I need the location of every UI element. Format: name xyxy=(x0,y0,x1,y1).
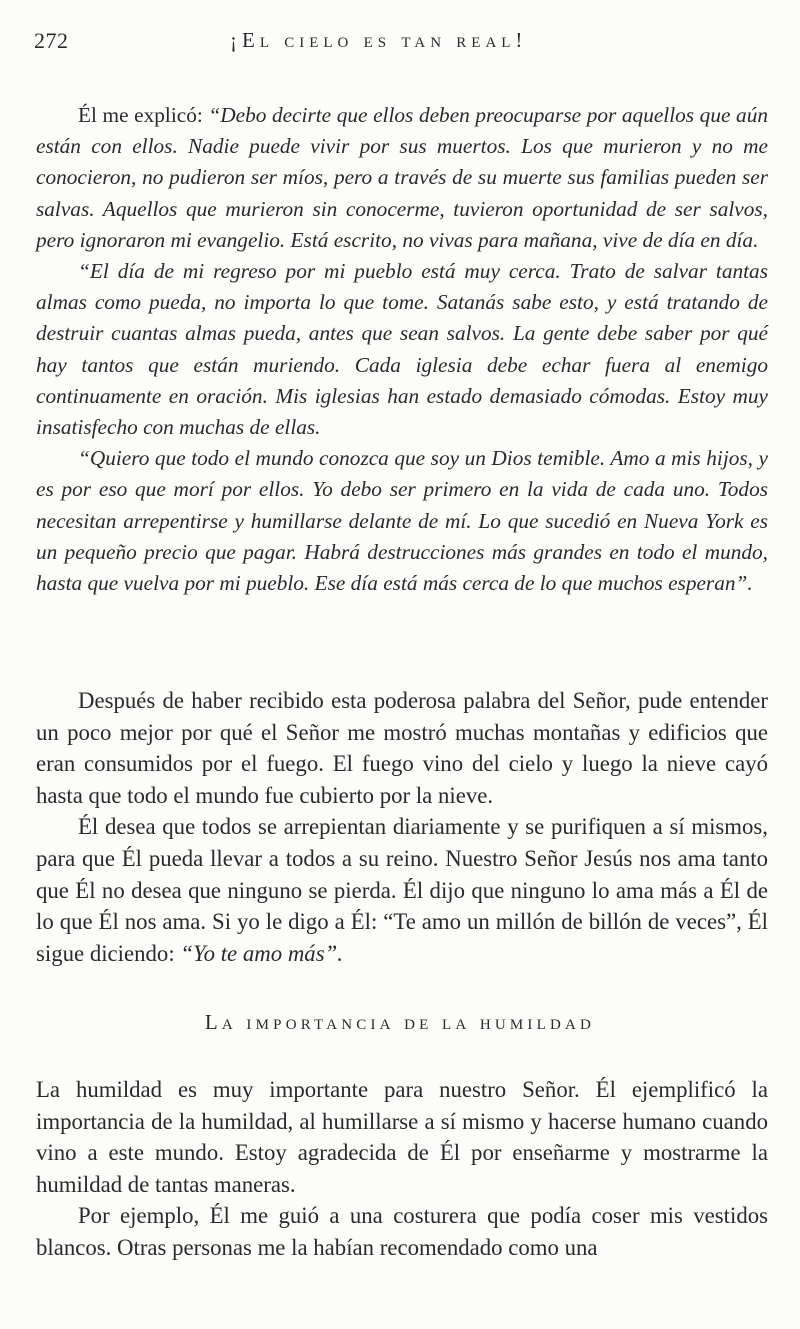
paragraph-text: Él desea que todos se arrepientan diariamente y se purifiquen a sí mismos, para que Él pueda llevar a todos a su reino. Nuestro Señor Jesús nos ama tanto que Él no desea que ninguno se pierda. Él dijo que ninguno lo ama más a Él de lo que Él nos ama. Si yo le digo a Él: “Te amo un millón de billón de veces”, Él sigue diciendo: xyxy=(36,814,768,966)
quoted-passage xyxy=(36,100,768,599)
paragraph: La humildad es muy importante para nuestro Señor. Él ejemplificó la importancia de la humildad, al humillarse a sí mismo y hacerse humano cuando vino a este mundo. Estoy agradecida de Él por enseñarme y mostrarme la humildad de tantas maneras. xyxy=(36,1077,768,1197)
paragraph: “Quiero que todo el mundo conozca que soy un Dios temible. Amo a mis hijos, y es por eso que morí por ellos. Yo debo ser primero en la vida de cada uno. Todos necesitan arrepentirse y humillarse delante de mí. Lo que sucedió en Nueva York es un pequeño precio que pagar. Habrá destrucciones más grandes en todo el mundo, hasta que vuelva por mi pueblo. Ese día está más cerca de lo que muchos esperan”. xyxy=(36,446,768,596)
running-title: ¡El cielo es tan real! xyxy=(230,28,528,52)
paragraph-lead-in: Él me explicó: xyxy=(78,103,209,127)
paragraph xyxy=(36,100,768,256)
page-number: 272 xyxy=(34,28,69,53)
italic-quote: “Yo te amo más”. xyxy=(180,940,343,966)
section-heading: La importancia de la humildad xyxy=(204,1010,596,1034)
quote-text: “Debo decirte que ellos deben preocuparse por aquellos que aún están con ellos. Nadie puede vivir por sus muertos. Los que murieron y no me conocieron, no pudieron ser míos, pero a través de su muerte sus familias pueden ser salvas. Aquellos que murieron sin conocerme, tuvieron oportunidad de ser salvos, pero ignoraron mi evangelio. Está escrito, no vivas para mañana, vive de día en día. xyxy=(36,103,768,252)
paragraph: Por ejemplo, Él me guió a una costurera que podía coser mis vestidos blancos. Otras personas me la habían recomendado como una xyxy=(36,1203,768,1260)
paragraph xyxy=(36,811,768,969)
section-body xyxy=(36,1074,768,1264)
running-head xyxy=(34,28,766,64)
paragraph: “El día de mi regreso por mi pueblo está muy cerca. Trato de salvar tantas almas como pueda, no importa lo que tome. Satanás sabe esto, y está tratando de destruir cuantas almas pueda, antes que sean salvos. La gente debe saber por qué hay tantos que están muriendo. Cada iglesia debe echar fuera al enemigo continuamente en oración. Mis iglesias han estado demasiado cómodas. Estoy muy insatisfecho con muchas de ellas. xyxy=(36,259,768,440)
paragraph: Después de haber recibido esta poderosa palabra del Señor, pude entender un poco mejor por qué el Señor me mostró muchas montañas y edificios que eran consumidos por el fuego. El fuego vino del cielo y luego la nieve cayó hasta que todo el mundo fue cubierto por la nieve. xyxy=(36,688,768,808)
body-text xyxy=(36,685,768,969)
